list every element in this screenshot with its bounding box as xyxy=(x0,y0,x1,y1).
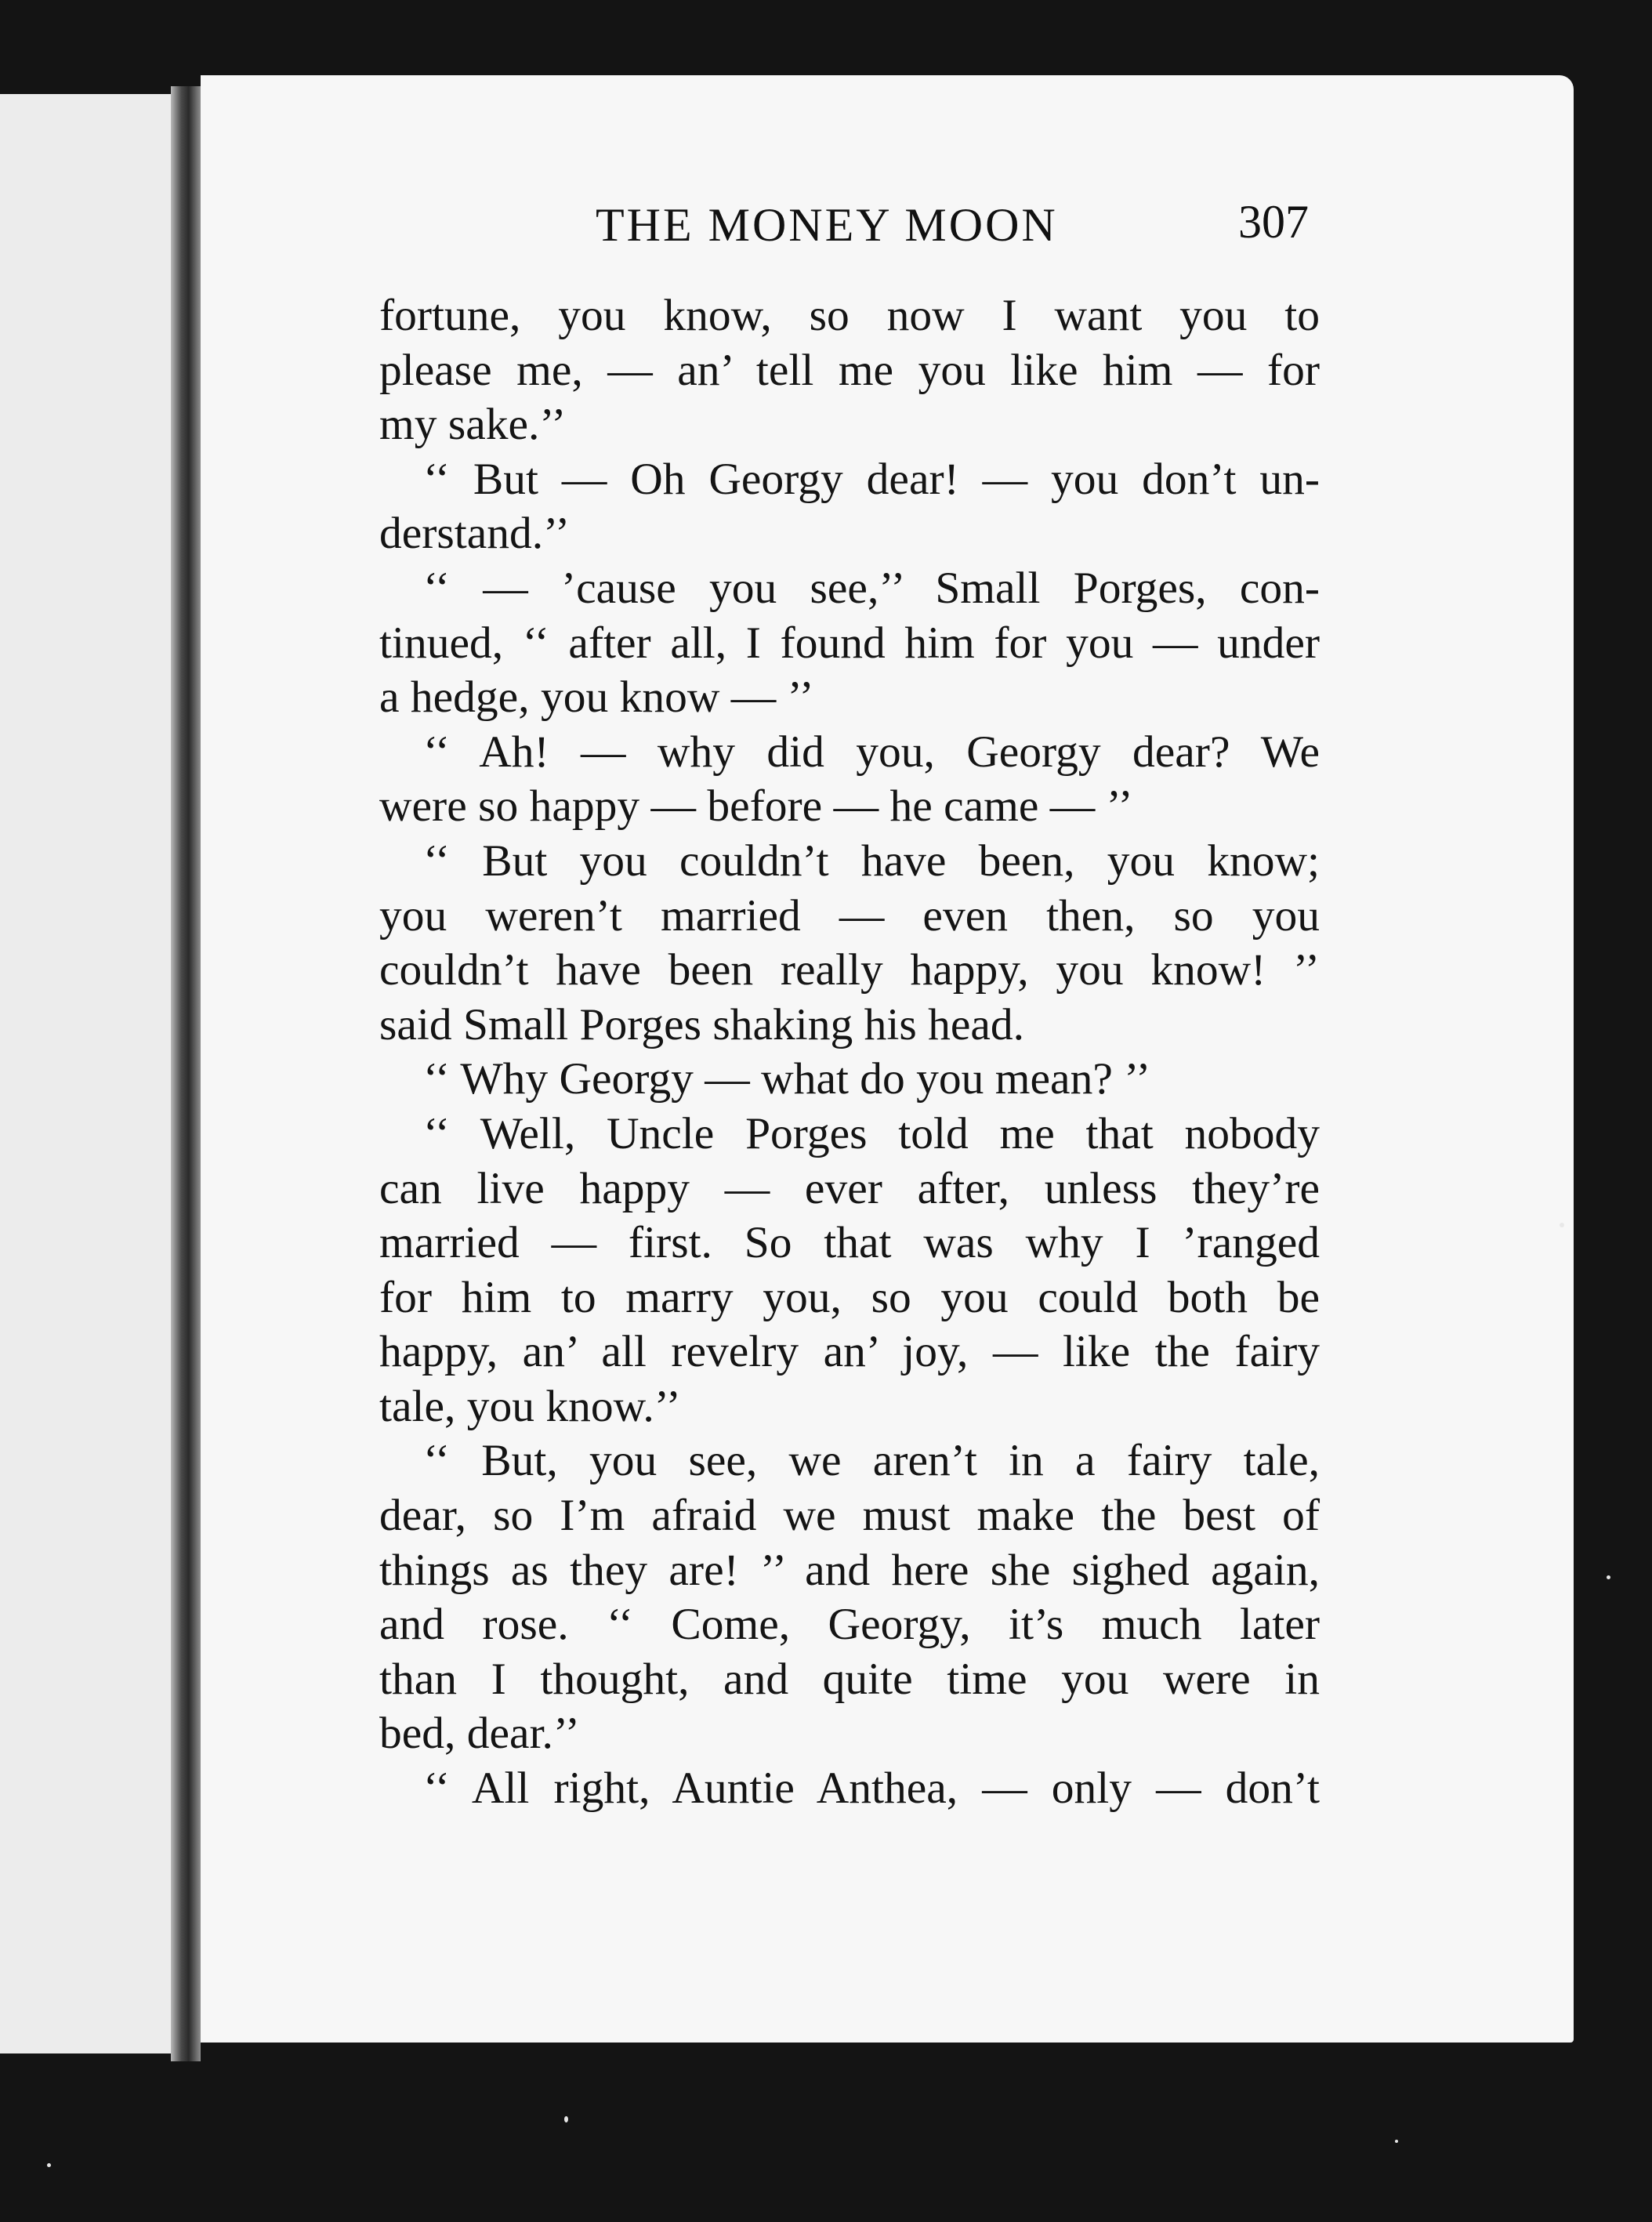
text-line: ‘‘ Why Georgy — what do you mean? ’’ xyxy=(423,1054,1151,1104)
left-page-edge xyxy=(0,94,171,2053)
book-gutter xyxy=(171,86,201,2061)
scan-speck xyxy=(564,2116,568,2122)
text-line: for him to marry you, so you could both be xyxy=(379,1272,1320,1322)
text-line: ‘‘ But you couldn’t have been, you know; xyxy=(423,836,1320,886)
text-line: were so happy — before — he came — ’’ xyxy=(379,781,1133,832)
text-line: tinued, ‘‘ after all, I found him for you — under xyxy=(379,618,1320,668)
text-line: ‘‘ But — Oh Georgy dear! — you don’t un- xyxy=(423,454,1320,504)
text-line: a hedge, you know — ’’ xyxy=(379,672,814,723)
text-line: derstand.’’ xyxy=(379,509,571,559)
scan-speck xyxy=(1607,1575,1610,1579)
text-line: married — first. So that was why I ’ranged xyxy=(379,1218,1320,1268)
text-line: ‘‘ All right, Auntie Anthea, — only — don’t xyxy=(423,1763,1320,1814)
text-line: tale, you know.’’ xyxy=(379,1381,681,1431)
page-number: 307 xyxy=(1238,196,1309,248)
text-line: things as they are! ’’ and here she sighed again, xyxy=(379,1545,1320,1595)
text-line: ‘‘ Ah! — why did you, Georgy dear? We xyxy=(423,727,1320,777)
text-line: dear, so I’m afraid we must make the best of xyxy=(379,1491,1320,1541)
scan-speck xyxy=(47,2163,51,2167)
text-line: and rose. ‘‘ Come, Georgy, it’s much later xyxy=(379,1600,1320,1650)
text-line: than I thought, and quite time you were in xyxy=(379,1654,1320,1704)
running-head-title: THE MONEY MOON xyxy=(596,199,1058,251)
text-line: happy, an’ all revelry an’ joy, — like the fairy xyxy=(379,1327,1320,1377)
text-line: ‘‘ But, you see, we aren’t in a fairy tale, xyxy=(423,1436,1320,1486)
text-line: ‘‘ — ’cause you see,’’ Small Porges, con- xyxy=(423,563,1320,613)
text-line: ‘‘ Well, Uncle Porges told me that nobody xyxy=(423,1108,1320,1158)
text-line: said Small Porges shaking his head. xyxy=(379,999,1025,1049)
scan-speck xyxy=(1560,1223,1564,1227)
page-body-text xyxy=(379,288,1320,1816)
text-line: can live happy — ever after, unless they’re xyxy=(379,1163,1320,1213)
text-line: my sake.’’ xyxy=(379,400,567,450)
text-line: please me, — an’ tell me you like him — for xyxy=(379,345,1320,395)
scan-speck xyxy=(1395,2140,1398,2143)
text-line: you weren’t married — even then, so you xyxy=(379,890,1320,941)
running-head xyxy=(596,198,1387,261)
text-line: bed, dear.’’ xyxy=(379,1709,580,1759)
text-line: fortune, you know, so now I want you to xyxy=(379,291,1320,340)
text-line: couldn’t have been really happy, you know! ’’ xyxy=(379,945,1320,995)
